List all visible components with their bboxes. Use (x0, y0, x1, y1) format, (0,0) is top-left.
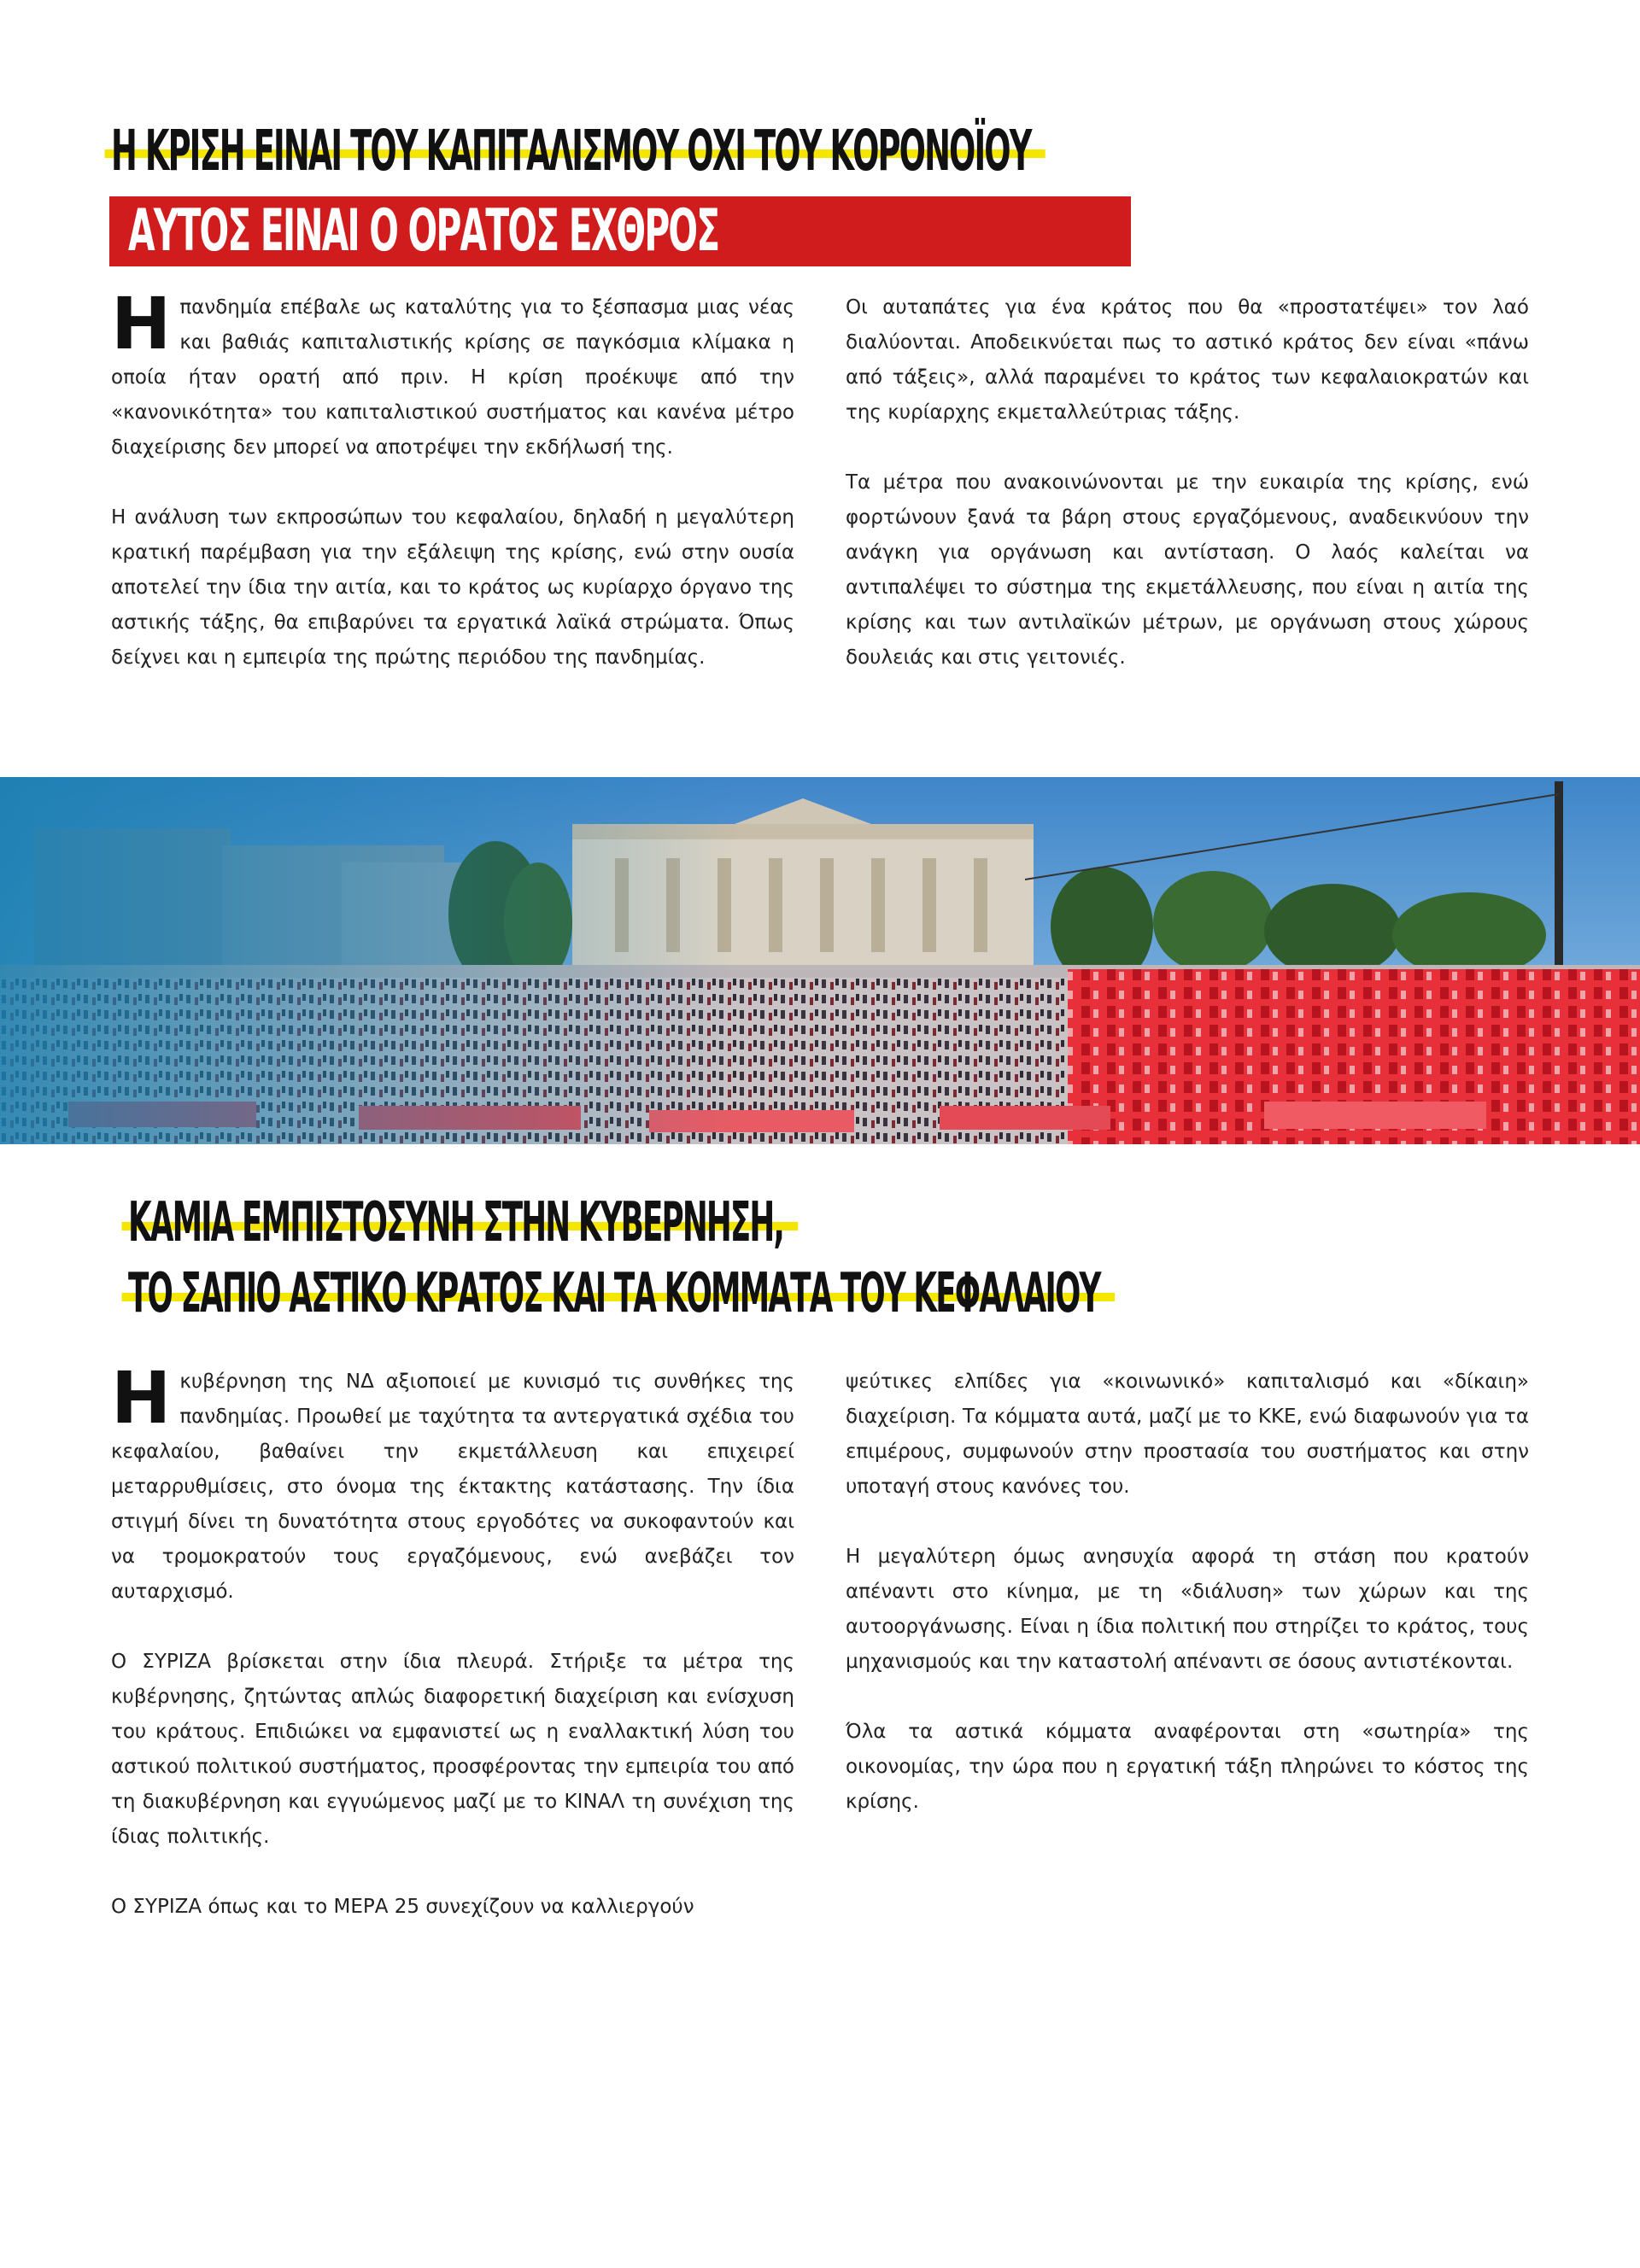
article2-headline-line2: ΤΟ ΣΑΠΙΟ ΑΣΤΙΚΟ ΚΡΑΤΟΣ ΚΑΙ ΤΑ ΚΟΜΜΑΤΑ ΤΟΥ ΚΕΦΑΛΑΙΟΥ (128, 1262, 1099, 1325)
paragraph: Ηπανδημία επέβαλε ως καταλύτης για το ξέσπασμα μιας νέας και βαθιάς καπιταλιστικής κρίσης σε παγκόσμια κλίμακα η οποία ήταν ορατή από πριν. Η κρίση προέκυψε από την «κανονικότητα» του καπιταλιστικού συστήματος και κανένα μέτρο διαχείρισης δεν μπορεί να αποτρέψει την εκδήλωσή της. (111, 282, 794, 459)
article1-headline: Η ΚΡΙΣΗ ΕΙΝΑΙ ΤΟΥ ΚΑΠΙΤΑΛΙΣΜΟΥ ΟΧΙ ΤΟΥ ΚΟΡΟΝΟΪΟΥ (111, 118, 1031, 184)
article1-subheadline-box (109, 196, 1131, 266)
paragraph: Η μεγαλύτερη όμως ανησυχία αφορά τη στάση που κρατούν απέναντι στο κίνημα, με τη «διάλυση» των χώρων και της αυτοοργάνωσης. Είναι η ίδια πολιτική που στηρίζει το κράτος, τους μηχανισμούς και την καταστολή απέναντι σε όσους αντιστέκονται. (846, 1546, 1529, 1673)
article2-headline-line1: ΚΑΜΙΑ ΕΜΠΙΣΤΟΣΥΝΗ ΣΤΗΝ ΚΥΒΕΡΝΗΣΗ, (128, 1191, 783, 1254)
paragraph: ψεύτικες ελπίδες για «κοινωνικό» καπιταλισμό και «δίκαιη» διαχείριση. Τα κόμματα αυτά, μαζί με το ΚΚΕ, ενώ διαφωνούν για τα επιμέρους, συμφωνούν στην προστασία του συστήματος και στην υποταγή στους κανόνες του. (846, 1371, 1529, 1498)
dropcap: Η (111, 282, 172, 365)
paragraph: Η ανάλυση των εκπροσώπων του κεφαλαίου, δηλαδή η μεγαλύτερη κρατική παρέμβαση για την εξάλειψη της κρίσης, ενώ στην ουσία αποτελεί την ίδια την αιτία, και το κράτος ως κυρίαρχο όργανο της αστικής τάξης, θα επιβαρύνει τα εργατικά λαϊκά στρώματα. Όπως δείχνει και η εμπειρία της πρώτης περιόδου της πανδημίας. (111, 506, 794, 669)
protest-photo-illustration (0, 777, 1640, 1144)
paragraph: Τα μέτρα που ανακοινώνονται με την ευκαιρία της κρίσης, ενώ φορτώνουν ξανά τα βάρη στους εργαζόμενους, αναδεικνύουν την ανάγκη για οργάνωση και αντίσταση. Ο λαός καλείται να αντιπαλέψει το σύστημα της εκμετάλλευσης, που είναι η αιτία της κρίσης και των αντιλαϊκών μέτρων, με οργάνωση στους χώρους δουλειάς και στις γειτονιές. (846, 471, 1529, 669)
dropcap: Η (111, 1356, 172, 1440)
article2-column-right (846, 1365, 1529, 1820)
article2-column-left (111, 1356, 794, 1925)
article1-subheadline: ΑΥΤΟΣ ΕΙΝΑΙ Ο ΟΡΑΤΟΣ ΕΧΘΡΟΣ (128, 197, 719, 265)
article1-column-right (846, 290, 1529, 675)
paragraph: Οι αυταπάτες για ένα κράτος που θα «προστατέψει» τον λαό διαλύονται. Αποδεικνύεται πως το αστικό κράτος δεν είναι «πάνω από τάξεις», αλλά παραμένει το κράτος των κεφαλαιοκρατών και της κυρίαρχης εκμεταλλεύτριας τάξης. (846, 296, 1529, 424)
paragraph: Ηκυβέρνηση της ΝΔ αξιοποιεί με κυνισμό τις συνθήκες της πανδημίας. Προωθεί με ταχύτητα τα αντεργατικά σχέδια του κεφαλαίου, βαθαίνει την εκμετάλλευση και επιχειρεί μεταρρυθμίσεις, στο όνομα της έκτακτης κατάστασης. Την ίδια στιγμή δίνει τη δυνατότητα στους εργοδότες να συκοφαντούν και να τρομοκρατούν τους εργαζόμενους, ενώ ανεβάζει τον αυταρχισμό. (111, 1356, 794, 1603)
protest-photo (0, 777, 1640, 1144)
paragraph: Ο ΣΥΡΙΖΑ όπως και το ΜΕΡΑ 25 συνεχίζουν να καλλιεργούν (111, 1896, 694, 1918)
article1-column-left (111, 282, 794, 675)
paragraph: Ο ΣΥΡΙΖΑ βρίσκεται στην ίδια πλευρά. Στήριξε τα μέτρα της κυβέρνησης, ζητώντας απλώς διαφορετική διαχείριση και ενίσχυση του κράτους. Επιδιώκει να εμφανιστεί ως η εναλλακτική λύση του αστικού πολιτικού συστήματος, προσφέροντας την εμπειρία του από τη διακυβέρνηση και εγγυώμενος μαζί με το ΚΙΝΑΛ τη συνέχιση της ίδιας πολιτικής. (111, 1651, 794, 1848)
paragraph: Όλα τα αστικά κόμματα αναφέρονται στη «σωτηρία» της οικονομίας, την ώρα που η εργατική τάξη πληρώνει το κόστος της κρίσης. (846, 1721, 1529, 1813)
